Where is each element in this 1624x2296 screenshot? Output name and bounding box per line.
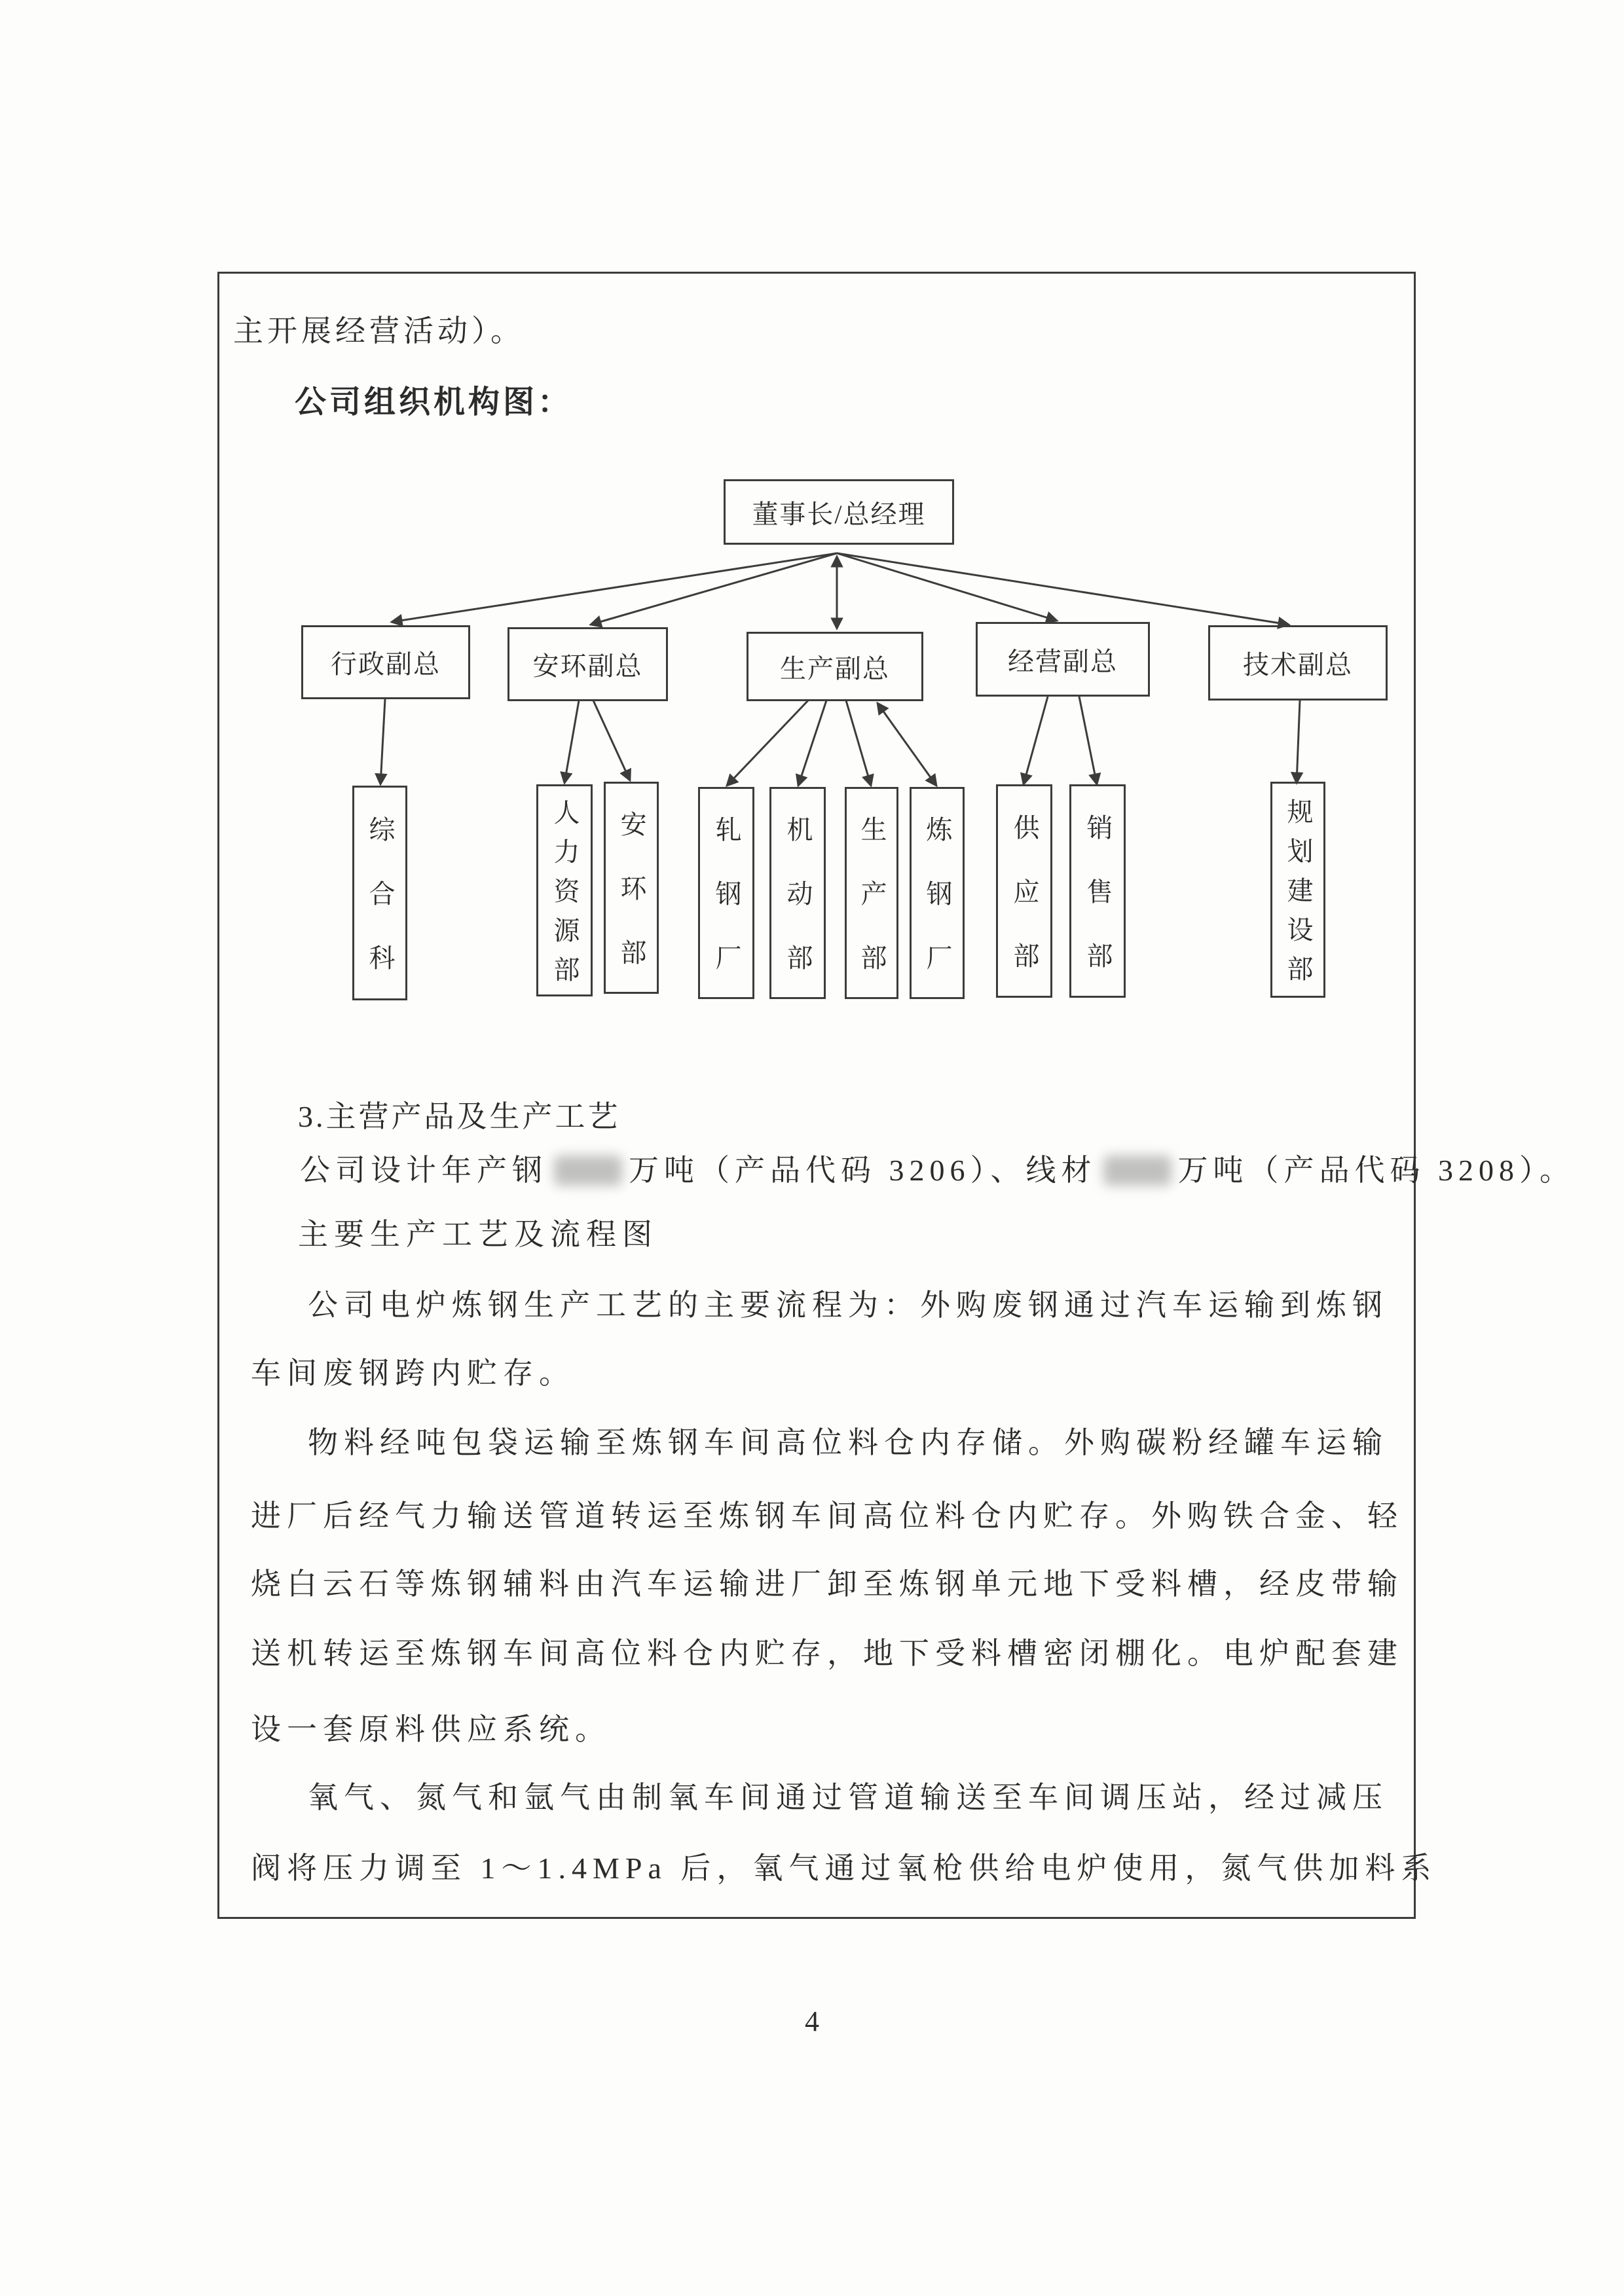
org-node-xiaoshou [1069,784,1126,1006]
org-node-label: 供应部 [1010,814,1039,1006]
org-node-label: 安环部 [617,811,646,1003]
org-node-zhagang [698,787,754,1008]
redacted-number [554,1156,622,1186]
intro-text: 主开展经营活动）。 [233,314,525,348]
org-node-root: 董事长/总经理 [724,479,954,545]
org-node-anhuan-dept [604,782,659,1003]
body-line: 公司电炉炼钢生产工艺的主要流程为：外购废钢通过汽车运输到炼钢 [308,1288,1388,1322]
org-node-label: 机动部 [783,816,813,1008]
org-node-label: 销售部 [1083,814,1113,1006]
body-line: 氧气、氮气和氩气由制氧车间通过管道输送至车间调压站，经过减压 [308,1781,1388,1814]
org-node-label: 规划建设部 [1283,798,1313,994]
body-line: 烧白云石等炼钢辅料由汽车运输进厂卸至炼钢单元地下受料槽，经皮带输 [251,1567,1403,1601]
body-line: 物料经吨包袋运输至炼钢车间高位料仓内存储。外购碳粉经罐车运输 [308,1426,1388,1459]
org-node-guihua [1270,782,1325,998]
redacted-number [1103,1156,1172,1186]
body-line: 阀将压力调至 1～1.4MPa 后，氧气通过氧枪供给电炉使用，氮气供加料系 [251,1851,1437,1885]
org-node-shengchan-vp: 生产副总 [747,632,923,701]
org-chart-heading: 公司组织机构图： [295,385,573,420]
products-text-1: 公司设计年产钢 [300,1154,547,1187]
org-node-label: 轧钢厂 [712,816,741,1008]
org-node-xingzheng: 行政副总 [301,625,470,699]
org-node-label: 人力资源部 [550,799,580,995]
org-node-shengchan-dept [845,787,898,1008]
org-node-gongying [996,784,1052,1006]
products-text-2: 万吨（产品代码 3206）、线材 [629,1154,1097,1187]
section-heading: 3.主营产品及生产工艺 [298,1100,621,1133]
org-node-zonghe [352,786,407,1008]
section-subheading: 主要生产工艺及流程图 [298,1218,658,1251]
org-node-jingying-vp: 经营副总 [976,622,1150,697]
org-node-label: 综合科 [365,816,395,1008]
org-node-anhuan-vp: 安环副总 [507,627,668,701]
body-line: 送机转运至炼钢车间高位料仓内贮存，地下受料槽密闭棚化。电炉配套建 [251,1637,1403,1670]
body-line: 设一套原料供应系统。 [251,1713,611,1746]
org-node-liangang [910,787,965,1008]
org-node-jishu-vp: 技术副总 [1208,625,1388,701]
page-number: 4 [805,2005,819,2037]
org-node-renli [536,784,593,996]
org-node-label: 生产部 [857,816,887,1008]
products-text-3: 万吨（产品代码 3208）。 [1177,1154,1575,1187]
products-line [300,1152,1575,1188]
body-line: 车间废钢跨内贮存。 [251,1357,575,1390]
org-node-label: 炼钢厂 [923,816,952,1008]
org-node-jidong [769,787,826,1008]
body-line: 进厂后经气力输送管道转运至炼钢车间高位料仓内贮存。外购铁合金、轻 [251,1499,1403,1533]
